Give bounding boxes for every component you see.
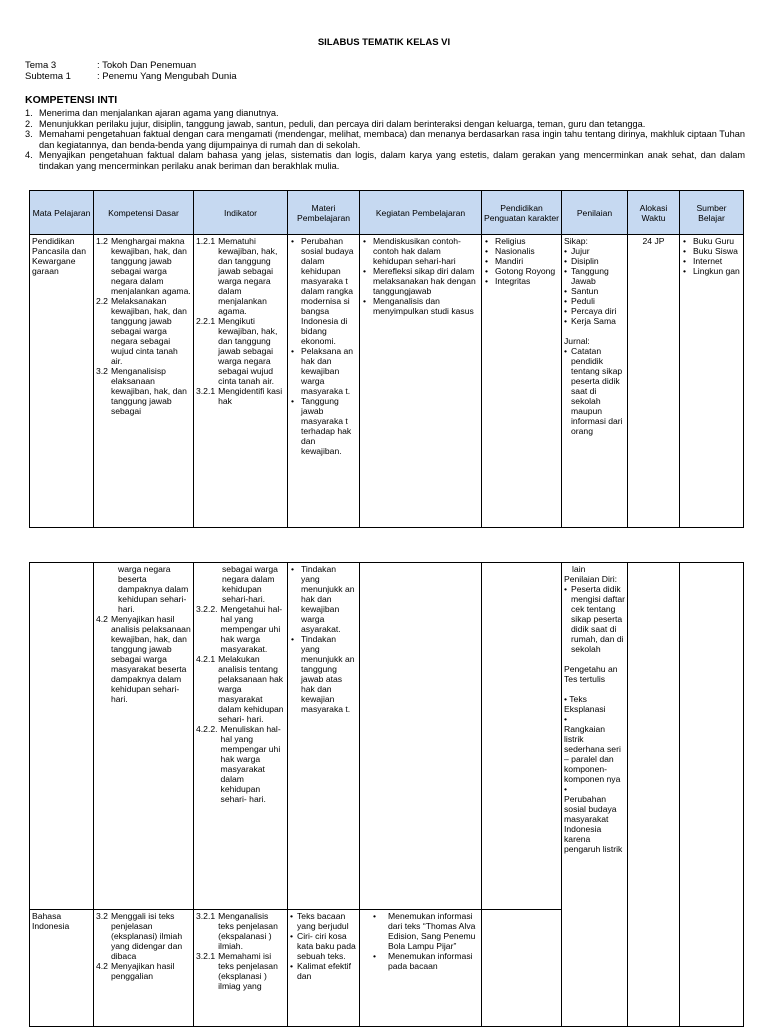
meta-subtema [25, 71, 237, 82]
bullet-marker: • [564, 714, 568, 724]
kd-item [96, 296, 191, 366]
penilaian-perubahan: Perubahan sosial budaya masyarakat Indonesia karena pengaruh listrik [564, 794, 623, 854]
cell-kd [94, 563, 194, 910]
header-materi: Materi Pembelajaran [288, 191, 360, 235]
cell-indikator [194, 235, 288, 528]
indikator-item [196, 654, 285, 724]
kd-num: 3.2 [96, 911, 108, 921]
indikator-text: Mematuhi kewajiban, hak, dan tanggung jawab sebagai warga negara dalam menjalankan agama. [218, 236, 278, 316]
header-karakter: Pendidikan Penguatan karakter [482, 191, 562, 235]
penilaian-diri-label: Penilaian Diri: [564, 574, 618, 584]
materi-item: • Tanggung jawab masyaraka t terhadap hak dan kewajiban. [290, 396, 357, 456]
header-kompetensi-dasar: Kompetensi Dasar [94, 191, 194, 235]
cell-kd [94, 235, 194, 528]
ki-item [25, 129, 745, 150]
indikator-num: 3.2.1 [196, 911, 216, 921]
table-row [30, 235, 744, 528]
indikator-num: 3.2.1 [196, 386, 216, 396]
sumber-item: • Internet [682, 256, 741, 266]
ki-num: 3. [25, 129, 33, 139]
header-sumber: Sumber Belajar [680, 191, 744, 235]
penilaian-sikap-item: • Tanggung Jawab [564, 266, 625, 286]
indikator-text: Mengikuti kewajiban, hak, dan tanggung jawab sebagai warga negara sebagai wujud cinta tanah air. [218, 316, 278, 386]
kd-item [96, 961, 191, 981]
kd-text: Menghargai makna kewajiban, hak, dan tanggung jawab sebagai warga negara dalam menjalankan agama. [110, 236, 191, 296]
indikator-item [196, 911, 285, 951]
table-row [30, 563, 744, 910]
meta-subtema-value: : Penemu Yang Mengubah Dunia [97, 71, 237, 82]
kegiatan-item: • Menemukan informasi dari teks “Thomas Alva Edision, Sang Penemu Bola Lampu Pijar” [372, 911, 479, 951]
kegiatan-item: • Menganalisis dan menyimpulkan studi kasus [362, 296, 479, 316]
kd-text: Menyajikan hasil analisis pelaksanaan kewajiban, hak, dan tanggung jawab sebagai warga masyarakat beserta dampaknya dalam kehidupan sehari-hari. [110, 614, 191, 704]
header-indikator: Indikator [194, 191, 288, 235]
cell-penilaian [562, 235, 628, 528]
document-title: SILABUS TEMATIK KELAS VI [317, 37, 451, 48]
indikator-item [196, 604, 285, 654]
kd-text: Menyajikan hasil penggalian [110, 961, 175, 981]
sumber-item: • Lingkun gan [682, 266, 741, 276]
cell-mapel [30, 235, 94, 528]
ki-num: 1. [25, 108, 33, 118]
sumber-item: • Buku Guru [682, 236, 741, 246]
cell-materi [288, 563, 360, 910]
cell-indikator [194, 563, 288, 910]
cell-sumber [680, 563, 744, 1027]
cell-indikator [194, 910, 288, 1027]
cell-kegiatan [360, 563, 482, 910]
header-mata-pelajaran: Mata Pelajaran [30, 191, 94, 235]
penilaian-continuation: lain [572, 564, 586, 574]
materi-item: • Pelaksana an hak dan kewajiban warga masyaraka t. [290, 346, 357, 396]
meta-tema-value: : Tokoh Dan Penemuan [97, 60, 197, 71]
indikator-num: 1.2.1 [196, 236, 216, 246]
kompetensi-inti-list [25, 108, 745, 171]
kd-text: Menganalisisp elaksanaan kewajiban, hak, dan tanggung jawab sebagai [110, 366, 187, 416]
meta-tema-key: Tema 3 [25, 60, 57, 71]
materi-item: • Teks bacaan yang berjudul [290, 911, 357, 931]
indikator-text: Mengetahui hal- hal yang mempengar uhi hak warga masyarakat. [220, 604, 283, 654]
indikator-item [196, 724, 285, 804]
kd-item [96, 911, 191, 961]
ki-text: Memahami pengetahuan faktual dengan cara mengamati (mendengar, melihat, membaca) dan menanya berdasarkan rasa ingin tahu tentang dirinya, makhluk ciptaan Tuhan dan kegiatannya, dan benda-benda yang dijumpainya di rumah dan di sekolah. [39, 129, 745, 150]
karakter-item: • Integritas [484, 276, 559, 286]
mapel-text: Bahasa Indonesia [32, 911, 70, 931]
indikator-num: 3.2.1 [196, 951, 216, 961]
cell-sumber [680, 235, 744, 528]
karakter-item: • Religius [484, 236, 559, 246]
indikator-item [196, 386, 285, 406]
header-kegiatan: Kegiatan Pembelajaran [360, 191, 482, 235]
indikator-item [196, 316, 285, 386]
kd-num: 1.2 [96, 236, 108, 246]
kd-continuation: warga negara beserta dampaknya dalam kehidupan sehari-hari. [118, 564, 189, 614]
meta-tema [25, 60, 196, 71]
penilaian-pengetahuan-label: Pengetahu an [564, 664, 618, 674]
cell-mapel [30, 910, 94, 1027]
karakter-item: • Mandiri [484, 256, 559, 266]
ki-item [25, 108, 745, 119]
penilaian-sikap-item: • Kerja Sama [564, 316, 625, 326]
meta-subtema-key: Subtema 1 [25, 71, 71, 82]
sumber-item: • Buku Siswa [682, 246, 741, 256]
ki-item [25, 119, 745, 130]
penilaian-sikap-item: • Percaya diri [564, 306, 625, 316]
ki-text: Menyajikan pengetahuan faktual dalam bahasa yang jelas, sistematis dan logis, dalam karya yang estetis, dalam gerakan yang mencerminkan anak sehat, dan dalam tindakan yang mencerminkan perilaku anak beriman dan berakhlak mulia. [39, 150, 745, 171]
bullet-marker: • [564, 784, 568, 794]
materi-item: • Ciri- ciri kosa kata baku pada sebuah teks. [290, 931, 357, 961]
header-penilaian: Penilaian [562, 191, 628, 235]
alokasi-text: 24 JP [642, 236, 665, 246]
cell-mapel [30, 563, 94, 910]
ki-num: 2. [25, 118, 33, 129]
kegiatan-item: • Menemukan informasi pada bacaan [372, 951, 479, 971]
kd-num: 4.2 [96, 961, 108, 971]
penilaian-sikap-label: Sikap: [564, 236, 588, 246]
kd-item [96, 614, 191, 704]
cell-materi [288, 235, 360, 528]
penilaian-tes: Tes tertulis [564, 674, 606, 684]
cell-kegiatan [360, 235, 482, 528]
kd-item [96, 366, 191, 416]
penilaian-sikap-item: • Disiplin [564, 256, 625, 266]
indikator-num: 2.2.1 [196, 316, 216, 326]
indikator-text: Mengidentifi kasi hak [218, 386, 283, 406]
indikator-continuation: sebagai warga negara dalam kehidupan sehari-hari. [222, 564, 278, 604]
kompetensi-inti-heading: KOMPETENSI INTI [25, 94, 118, 106]
cell-karakter [482, 563, 562, 910]
indikator-text: Melakukan analisis tentang pelaksanaan hak warga masyarakat dalam kehidupan sehari- hari. [218, 654, 284, 724]
kd-text: Menggali isi teks penjelasan (eksplanasi) ilmiah yang didengar dan dibaca [110, 911, 183, 961]
cell-materi [288, 910, 360, 1027]
penilaian-teks: • Teks Eksplanasi [564, 694, 606, 714]
indikator-num: 3.2.2. [196, 604, 218, 614]
materi-item: • Tindakan yang menunjukk an hak dan kewajiban warga asyarakat. [290, 564, 357, 634]
penilaian-jurnal-item: • Catatan pendidik tentang sikap peserta didik saat di sekolah maupun informasi dari orang [564, 346, 625, 436]
penilaian-jurnal-label: Jurnal: [564, 336, 590, 346]
silabus-table-page1 [29, 190, 744, 528]
materi-item: • Tindakan yang menunjukk an tanggung jawab atas hak dan kewajian masyaraka t. [290, 634, 357, 714]
penilaian-rangkaian: Rangkaian listrik sederhana seri – paralel dan komponen-komponen nya [564, 724, 621, 784]
cell-kd [94, 910, 194, 1027]
kd-num: 4.2 [96, 614, 108, 624]
indikator-item [196, 951, 285, 991]
indikator-item [196, 236, 285, 316]
materi-item: • Perubahan sosial budaya dalam kehidupan masyaraka t dalam rangka modernisa si bangsa Indonesia di bidang ekonomi. [290, 236, 357, 346]
cell-penilaian [562, 563, 628, 1027]
ki-text: Menunjukkan perilaku jujur, disiplin, tanggung jawab, santun, peduli, dan percaya diri dalam berinteraksi dengan keluarga, teman, guru dan tetangga. [39, 118, 646, 129]
indikator-text: Menganalisis teks penjelasan (ekspalanasi ) ilmiah. [218, 911, 278, 951]
kegiatan-item: • Mendiskusikan contoh-contoh hak dalam kehidupan sehari-hari [362, 236, 479, 266]
indikator-num: 4.2.2. [196, 724, 218, 734]
kd-num: 3.2 [96, 366, 108, 376]
kegiatan-item: • Merefleksi sikap diri dalam melaksanakan hak dengan tanggungjawab [362, 266, 479, 296]
indikator-text: Menuliskan hal- hal yang mempengar uhi hak warga masyarakat dalam kehidupan sehari- hari. [220, 724, 281, 804]
materi-item: • Kalimat efektif dan [290, 961, 357, 981]
penilaian-diri-item: • Peserta didik mengisi daftar cek tentang sikap peserta didik saat di rumah, dan di sekolah [564, 584, 625, 654]
cell-alokasi [628, 563, 680, 1027]
ki-item [25, 150, 745, 171]
mapel-text: Pendidikan Pancasila dan Kewargane garaan [32, 236, 86, 276]
kd-item [96, 236, 191, 296]
penilaian-sikap-item: • Peduli [564, 296, 625, 306]
karakter-item: • Nasionalis [484, 246, 559, 256]
mapel-text [32, 564, 91, 908]
silabus-table-page2 [29, 562, 744, 1027]
table-header-row [30, 191, 744, 235]
cell-alokasi [628, 235, 680, 528]
kd-num: 2.2 [96, 296, 108, 306]
ki-num: 4. [25, 150, 33, 160]
kd-text: Melaksanakan kewajiban, hak, dan tanggung jawab sebagai warga negara sebagai wujud cinta tanah air. [110, 296, 187, 366]
ki-text: Menerima dan menjalankan ajaran agama yang dianutnya. [39, 108, 279, 118]
header-alokasi: Alokasi Waktu [628, 191, 680, 235]
indikator-text: Memahami isi teks penjelasan (eksplanasi ) ilmiag yang [218, 951, 278, 991]
cell-karakter [482, 910, 562, 1027]
indikator-num: 4.2.1 [196, 654, 216, 664]
penilaian-sikap-item: • Jujur [564, 246, 625, 256]
penilaian-sikap-item: • Santun [564, 286, 625, 296]
cell-karakter [482, 235, 562, 528]
cell-kegiatan [360, 910, 482, 1027]
karakter-item: • Gotong Royong [484, 266, 559, 276]
